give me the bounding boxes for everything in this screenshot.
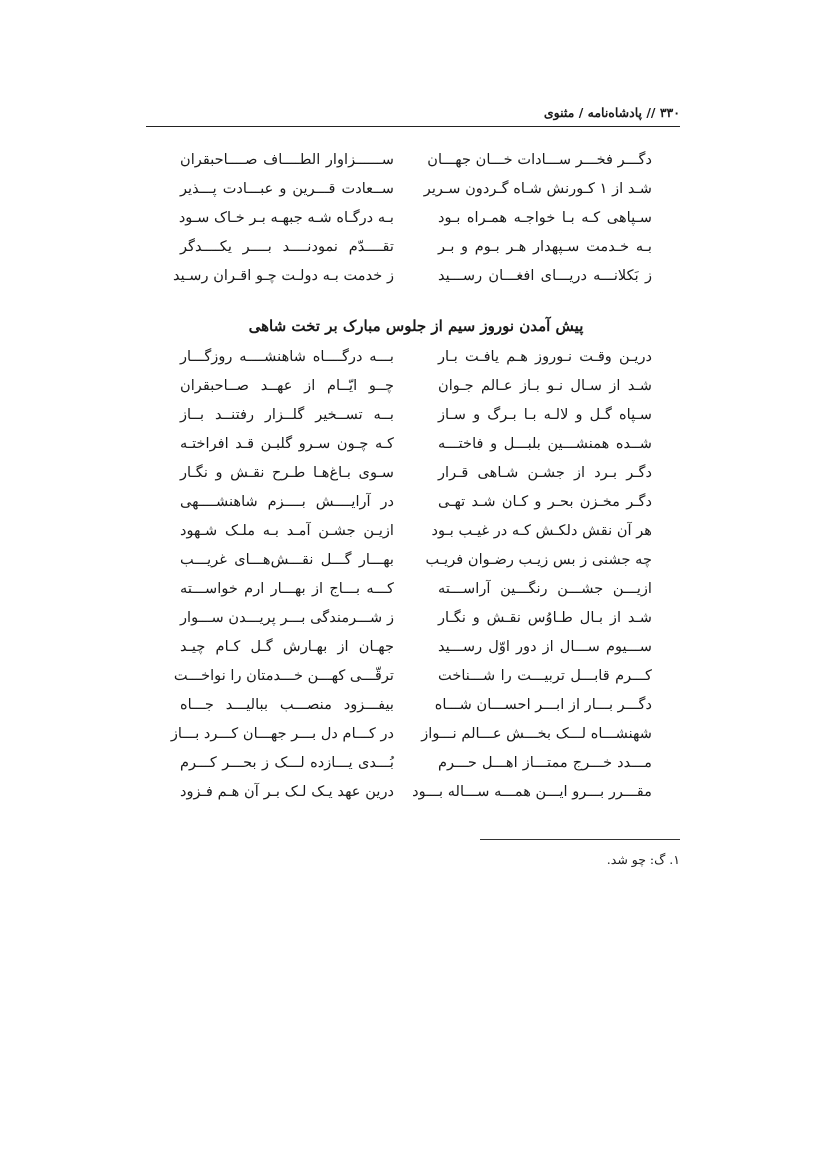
hemistich-right: مقـــرر بـــرو ایـــن همـــه ســـاله بـــود	[412, 783, 652, 800]
couplet	[173, 665, 652, 694]
hemistich-right: سـپاه گـل و لالـه بـا بـرگ و سـاز	[438, 406, 652, 423]
hemistich-left: بیفـــزود منصـــب ببالیـــد جـــاه	[180, 696, 394, 713]
hemistich-right: بـه خـدمت سـپهدار هـر بـوم و بـر	[438, 238, 652, 255]
hemistich-right: هر آن نقش دلکـش کـه در غیـب بـود	[431, 522, 652, 539]
hemistich-left: ســــــزاوار الطــــاف صــــاحبقران	[180, 151, 394, 168]
hemistich-right: دگـــر بـــار از ابـــر احســـان شـــاه	[434, 696, 652, 713]
hemistich-right: شـد از ۱ کـورنش شـاه گـردون سـریر	[423, 180, 652, 197]
hemistich-left: بُـــدی یـــازده لـــک ز بحـــر کـــرم	[180, 754, 394, 771]
couplet	[180, 578, 652, 607]
hemistich-right: دگـــر فخـــر ســـادات خـــان جهـــان	[427, 151, 652, 168]
hemistich-left: سـوی بـاغ‌هـا طـرح نقـش و نگـار	[180, 464, 394, 481]
hemistich-left: بهـــار گـــل نقـــش‌هـــای غریـــب	[180, 551, 394, 568]
hemistich-right: شــده همنشـــین بلبـــل و فاختـــه	[438, 435, 652, 452]
couplet	[180, 207, 652, 236]
hemistich-left: بــه تســخیر گلــزار رفتنــد بــاز	[180, 406, 394, 423]
hemistich-right: ز بَکلانـــه دریـــای افغـــان رســـید	[438, 267, 652, 284]
footnote: ۱. گ: چو شد.	[606, 852, 680, 867]
hemistich-right: دگـر مخـزن بحـر و کـان شـد تهـی	[438, 493, 652, 510]
hemistich-left: ســعادت قـــرین و عبـــادت پـــذیر	[180, 180, 394, 197]
couplet-list-2	[170, 346, 652, 810]
couplet	[180, 636, 652, 665]
hemistich-left: جهـان از بهـارش گـل کـام چیـد	[180, 638, 394, 655]
hemistich-left: کـــه بـــاج از بهـــار ارم خواســـته	[180, 580, 394, 597]
hemistich-left: ز خدمت بـه دولـت چـو اقـران رسـید	[172, 267, 394, 284]
hemistich-right: ازیـــن جشـــن رنگـــین آراســـته	[438, 580, 652, 597]
couplet	[180, 549, 652, 578]
section-heading: پیش آمدن نوروز سیم از جلوس مبارک بر تخت شاهی	[248, 317, 584, 335]
hemistich-left: در آرایــــش بــــزم شاهنشــــهی	[180, 493, 394, 510]
couplet	[180, 607, 652, 636]
couplet	[172, 265, 652, 294]
hemistich-right: شهنشـــاه لـــک بخـــش عـــالم نـــواز	[421, 725, 652, 742]
couplet	[180, 694, 652, 723]
hemistich-left: در کـــام دل بـــر جهـــان کـــرد بـــاز	[170, 725, 394, 742]
couplet	[180, 178, 652, 207]
couplet	[180, 752, 652, 781]
couplet	[180, 346, 652, 375]
couplet	[180, 404, 652, 433]
couplet	[180, 375, 652, 404]
hemistich-right: چه جشنی ز بس زیـب رضـوان فریـب	[425, 551, 652, 568]
hemistich-left: چــو ایّــام از عهــد صــاحبقران	[180, 377, 394, 394]
footnote-rule	[480, 839, 680, 840]
hemistich-left: بـــه درگــــاه شاهنشــــه روزگـــار	[180, 348, 394, 365]
couplet	[180, 491, 652, 520]
hemistich-right: سـپاهی کـه بـا خواجـه همـراه بـود	[438, 209, 652, 226]
hemistich-right: کـــرم قابـــل تربیـــت را شـــناخت	[438, 667, 652, 684]
couplet	[180, 149, 652, 178]
hemistich-right: شـد از سـال نـو بـاز عـالم جـوان	[438, 377, 652, 394]
hemistich-left: ازیـن جشـن آمـد بـه ملـک شـهود	[180, 522, 394, 539]
hemistich-right: ســـیوم ســـال از دور اوّل رســـید	[438, 638, 652, 655]
hemistich-right: شـد از بـال طـاوُس نقـش و نگـار	[438, 609, 652, 626]
couplet	[180, 433, 652, 462]
hemistich-left: ترقّـــی کهـــن خـــدمتان را نواخـــت	[173, 667, 394, 684]
header-rule	[146, 126, 680, 127]
hemistich-left: تقــــدّم نمودنــــد بــــر یکــــدگر	[180, 238, 394, 255]
hemistich-right: مـــدد خـــرج ممتـــاز اهـــل حـــرم	[438, 754, 652, 771]
couplet	[170, 723, 652, 752]
hemistich-left: کـه چـون سـرو گلبـن قـد افراختـه	[180, 435, 394, 452]
hemistich-right: دریـن وقـت نـوروز هـم یافـت بـار	[438, 348, 652, 365]
couplet	[180, 520, 652, 549]
hemistich-left: ز شـــرمندگی بـــر پریـــدن ســـوار	[180, 609, 394, 626]
hemistich-left: بـه درگـاه شـه جبهـه بـر خـاک سـود	[178, 209, 394, 226]
couplet	[180, 781, 652, 810]
couplet	[180, 236, 652, 265]
running-head: ۳۳۰ // پادشاه‌نامه / مثنوی	[543, 105, 680, 120]
hemistich-right: دگـر بـرد از جشـن شـاهی قـرار	[438, 464, 652, 481]
couplet-list-1	[172, 149, 652, 294]
couplet	[180, 462, 652, 491]
hemistich-left: درین عهد یـک لـک بـر آن هـم فـزود	[180, 783, 394, 800]
